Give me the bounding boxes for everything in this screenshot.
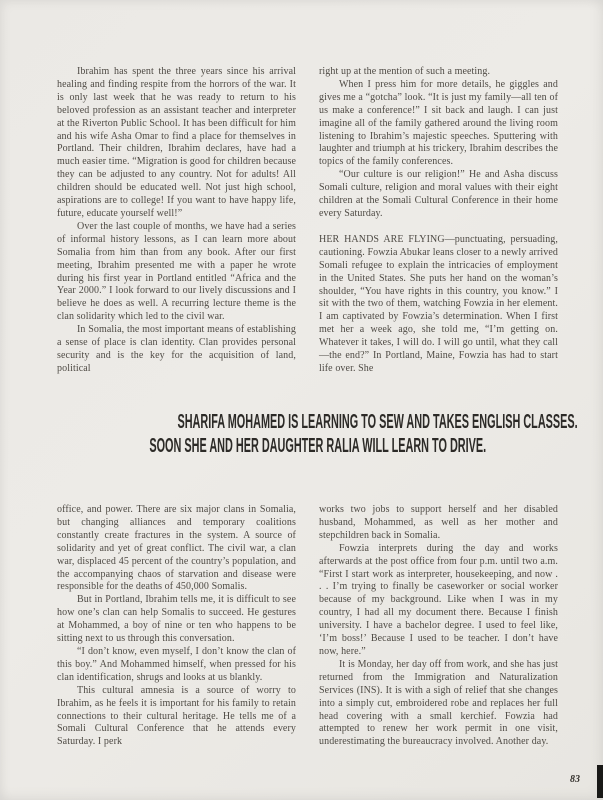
paragraph: Ibrahim has spent the three years since his arrival healing and finding respite from the horrors of the war. It is only last week that he was ready to return to his beloved profession as an assistant teacher and interpreter at the Riverton Public School. It has been difficult for him and his wife Asha Omar to find a place for themselves in Portland. Their children, Ibrahim declares, have had a much easier time. “Migration is good for children because they can be adjusted to any country. Not for adults! All children should be educated well. Not just high school, aspirations are to college! If you want to have happy life, future, educate yourself well!” [57, 66, 296, 219]
upper-text-band [57, 66, 558, 376]
upper-left-column [57, 66, 296, 376]
pull-quote-line [0, 411, 603, 435]
pull-quote-text: SOON SHE AND HER DAUGHTER RALIA WILL LEARN TO DRIVE. [149, 433, 487, 457]
paragraph: In Somalia, the most important means of establishing a sense of place is clan identity. Clan provides personal security and is the key for the acquisition of land, political [57, 324, 296, 374]
lower-right-column [319, 504, 558, 749]
upper-right-column [319, 66, 558, 376]
page-edge-mark [597, 765, 603, 798]
paragraph: When I press him for more details, he giggles and gives me a “gotcha” look. “It is just my family—all ten of us make a conference!” I sit back and laugh. I can just imagine all of the family gathered around the living room listening to Ibrahim’s majestic speeches. Sputtering with laughter and triumph at his trickery, Ibrahim describes the topics of the family conferences. [319, 78, 558, 168]
page-number: 83 [570, 774, 580, 785]
paragraph: It is Monday, her day off from work, and she has just returned from the Immigration and Naturalization Services (INS). It is with a sigh of relief that she changes into a simply cut, embroidered robe and replaces her full head covering with a small kerchief. Fowzia had attempted to renew her work permit in one visit, underestimating the bureaucracy involved. Another day. [319, 658, 558, 748]
paragraph: Fowzia interprets during the day and works afterwards at the post office from four p.m. until two a.m. “First I start work as interpreter, housekeeping, and now . . . I’m trying to finally be caseworker or social worker because of my background. Like when I was in my country, I had all my document there. Because I finish university. I have a bachelor degree. I used to feel like, ‘I’m boss!’ Because I used to be teacher. I don’t have now, here.” [319, 542, 558, 657]
lower-left-column [57, 504, 296, 749]
paragraph: right up at the mention of such a meeting. [319, 66, 491, 77]
paragraph: HER HANDS ARE FLYING—punctuating, persuading, cautioning. Fowzia Abukar leans closer to a newly arrived Somali refugee to explain the intricacies of employment in the United States. She puts her hand on the woman’s shoulder, “You have rights in this country, you know.” I sit with the two of them, watching Fowzia in her element. I am captivated by Fowzia’s determination. When I first met her a week ago, she told me, “I’m getting on. Whatever it takes, I will do. I will go until, what they call—the end?” In Portland, Maine, Fowzia has had to start life over. She [319, 233, 558, 374]
lower-text-band [57, 504, 558, 749]
paragraph: works two jobs to support herself and her disabled husband, Mohammed, as well as her mother and stepchildren back in Somalia. [319, 504, 558, 541]
paragraph: This cultural amnesia is a source of worry to Ibrahim, as he feels it is important for his family to retain connections to their cultural heritage. He tells me of a Somali Cultural Conference that he attends every Saturday. I perk [57, 684, 296, 748]
paragraph: “Our culture is our religion!” He and Asha discuss Somali culture, religion and moral values with their eight children at the Somali Cultural Conference in their home every Saturday. [319, 169, 558, 219]
pull-quote-line [0, 435, 603, 459]
pull-quote-text: SHARIFA MOHAMED IS LEARNING TO SEW AND TAKES ENGLISH CLASSES. [177, 410, 578, 433]
pull-quote [0, 411, 603, 458]
paragraph: “I don’t know, even myself, I don’t know the clan of this boy.” And Mohammed himself, when pressed for his clan identification, shrugs and looks at us blankly. [57, 645, 296, 683]
paragraph: But in Portland, Ibrahim tells me, it is difficult to see how one’s clan can help Somalis to succeed. He gestures at Mohammed, a boy of nine or ten who happens to be sitting next to us through this conversation. [57, 594, 296, 645]
paragraph: office, and power. There are six major clans in Somalia, but changing alliances and temporary coalitions constantly create fractures in the system. A source of solidarity and yet of great conflict. The civil war, a clan war, displaced 45 percent of the country’s population, and the accompanying chaos of starvation and disease were responsible for the deaths of 450,000 Somalis. [57, 504, 296, 593]
paragraph: Over the last couple of months, we have had a series of informal history lessons, as I can learn more about Somalia from him than from any book. After our first meeting, Ibrahim presented me with a paper he wrote during his first year in Portland entitled “Africa and the Year 2000.” I look forward to our lively discussions and I believe he does as well. A recurring lecture theme is the clan solidarity which led to the civil war. [57, 220, 296, 323]
